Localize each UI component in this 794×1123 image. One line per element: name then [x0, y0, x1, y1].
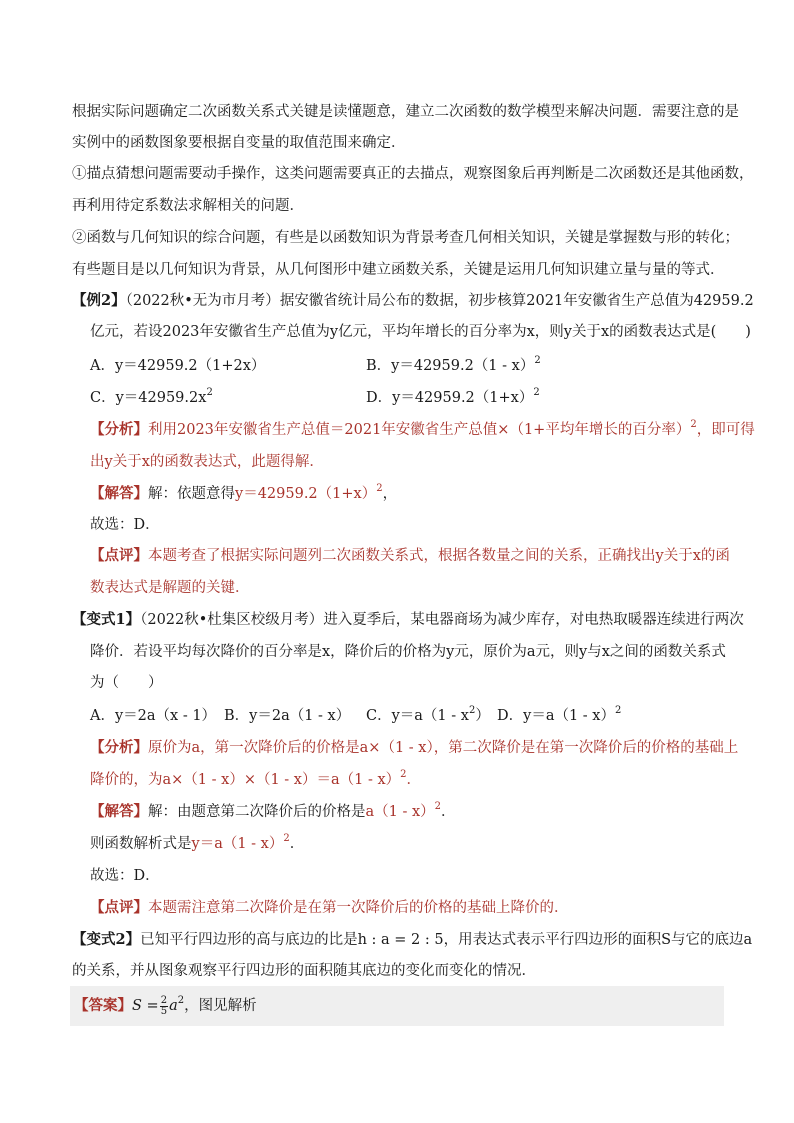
variant1-option-c-end: ）: [475, 708, 490, 724]
variant1-comment-line: [90, 898, 569, 918]
variant1-solution-2: 则函数解析式是: [90, 836, 192, 852]
answer-numerator: 2: [160, 994, 168, 1006]
answer-denominator: 5: [160, 1005, 168, 1017]
example2-solution-end: ，: [382, 486, 398, 502]
intro-line-1: 根据实际问题确定二次函数关系式关键是读懂题意，建立二次函数的数学模型来解决问题．需要注意的是: [72, 104, 739, 120]
intro-point2-line-2: 有些题目是以几何知识为背景，从几何图形中建立函数关系，关键是运用几何知识建立量与量的等式．: [72, 262, 725, 278]
variant1-analysis-2-sup: 2: [400, 769, 407, 780]
variant1-analysis-line-2: [90, 770, 421, 792]
variant1-analysis-tag: 【分析】: [90, 739, 148, 756]
example2-stem-line-2: 亿元，若设2023年安徽省生产总值为y亿元，平均年增长的百分率为x，则y关于x的函数表达式是( ): [90, 324, 751, 340]
variant1-comment-tag: 【点评】: [90, 899, 148, 916]
variant1-stem-line-3: 为（ ）: [90, 675, 163, 691]
example2-option-c: [90, 388, 213, 410]
intro-point1-line-2: 再利用待定系数法求解相关的问题．: [72, 198, 304, 214]
answer-sup: 2: [177, 995, 185, 1006]
variant1-tag: 【变式1】: [72, 611, 141, 628]
answer-lhs: S =: [132, 998, 159, 1014]
answer-tag: 【答案】: [74, 997, 132, 1014]
answer-box: [70, 986, 724, 1026]
example2-stem-line-1: [72, 291, 754, 311]
variant2-tag: 【变式2】: [72, 931, 141, 948]
variant1-comment-1: 本题需注意第二次降价是在第一次降价后的价格的基础上降价的．: [148, 900, 569, 916]
variant1-solution-line-1: [90, 802, 456, 824]
variant1-option-d: [497, 706, 621, 728]
variant1-option-c-text: C．y＝a（1 - x: [366, 708, 469, 724]
variant1-analysis-2-end: ．: [406, 772, 422, 788]
example2-solution-sup: 2: [376, 483, 383, 494]
example2-tag: 【例2】: [72, 292, 126, 309]
variant1-analysis-1: 原价为a，第一次降价后的价格是a×（1 - x），第二次降价是在第一次降价后的价格的基础上: [148, 740, 739, 756]
example2-choice: 故选：D．: [90, 517, 160, 533]
variant1-analysis-line-1: [90, 738, 738, 758]
example2-option-a: A．y＝42959.2（1+2x）: [90, 358, 266, 374]
example2-comment-1: 本题考查了根据实际问题列二次函数关系式，根据各数量之间的关系，正确找出y关于x的函: [148, 548, 730, 564]
variant1-solution-1-end: ．: [441, 804, 456, 820]
variant1-solution-1-sup: 2: [434, 801, 442, 812]
example2-option-b-sup: 2: [534, 355, 541, 366]
example2-analysis-line-1: [90, 420, 755, 442]
variant1-option-c-sup: 2: [468, 705, 476, 716]
example2-solution-expression: y＝42959.2（1+x）: [235, 486, 377, 502]
example2-analysis-tag: 【分析】: [90, 421, 148, 438]
variant1-source: （2022秋•杜集区校级月考）: [140, 612, 324, 628]
example2-stem-1: 据安徽省统计局公布的数据，初步核算2021年安徽省生产总值为42959.2: [279, 293, 754, 309]
example2-comment-line-2: 数表达式是解题的关键．: [90, 580, 250, 596]
example2-option-c-sup: 2: [206, 387, 213, 398]
variant1-choice: 故选：D．: [90, 868, 160, 884]
variant2-stem-line-1: [72, 930, 752, 950]
variant1-solution-1: 解：由题意第二次降价后的价格是: [148, 804, 366, 820]
example2-option-c-text: C．y＝42959.2x: [90, 390, 207, 406]
example2-analysis-1: 利用2023年安徽省生产总值＝2021年安徽省生产总值×（1+平均年增长的百分率）: [148, 422, 691, 438]
variant1-solution-tag: 【解答】: [90, 803, 148, 820]
example2-comment-tag: 【点评】: [90, 547, 148, 564]
variant2-stem-line-2: 的关系，并从图象观察平行四边形的面积随其底边的变化而变化的情况．: [72, 963, 536, 979]
example2-option-b-text: B．y＝42959.2（1 - x）: [366, 358, 535, 374]
variant1-option-b: B．y＝2a（1 - x）: [224, 708, 351, 724]
variant1-solution-2-end: ．: [289, 836, 305, 852]
variant1-solution-1-expression: a（1 - x）: [365, 804, 435, 820]
variant1-option-d-sup: 2: [614, 705, 622, 716]
example2-solution-tag: 【解答】: [90, 485, 148, 502]
variant1-option-a: A．y＝2a（x - 1）: [90, 708, 217, 724]
variant1-stem-1: 进入夏季后，某电器商场为减少库存，对电热取暖器连续进行两次: [323, 612, 744, 628]
example2-source: （2022秋•无为市月考）: [125, 293, 280, 309]
example2-analysis-line-2: 出y关于x的函数表达式，此题得解．: [90, 454, 324, 470]
variant1-solution-2-sup: 2: [283, 833, 290, 844]
variant1-solution-2-expression: y＝a（1 - x）: [191, 836, 284, 852]
example2-option-d-sup: 2: [533, 387, 540, 398]
example2-option-b: [366, 356, 541, 378]
example2-analysis-1-sup: 2: [690, 419, 697, 430]
variant1-solution-line-2: [90, 834, 304, 856]
variant1-option-c: [366, 706, 490, 728]
intro-point2-line-1: ②函数与几何知识的综合问题，有些是以函数知识为背景考查几何相关知识，关键是掌握数与形的转化；: [72, 230, 739, 246]
example2-solution-line: [90, 484, 397, 506]
variant2-stem-1: 已知平行四边形的高与底边的比是h : a = 2 : 5，用表达式表示平行四边形的面积S与它的底边a: [140, 932, 753, 948]
answer-line: [74, 994, 257, 1020]
example2-solution-1: 解：依题意得: [148, 486, 235, 502]
example2-option-d-text: D．y＝42959.2（1+x）: [366, 390, 534, 406]
intro-line-2: 实例中的函数图象要根据自变量的取值范围来确定．: [72, 135, 406, 151]
answer-variable: a: [169, 998, 178, 1014]
variant1-option-d-text: D．y＝a（1 - x）: [497, 708, 615, 724]
answer-fraction: [160, 996, 168, 1017]
variant1-stem-line-2: 降价．若设平均每次降价的百分率是x，降价后的价格为y元，原价为a元，则y与x之间的函数关系式: [90, 644, 726, 660]
variant1-stem-line-1: [72, 610, 744, 630]
example2-comment-line-1: [90, 546, 730, 566]
example2-analysis-1-end: ，即可得: [696, 422, 755, 438]
variant1-analysis-2: 降价的，为a×（1 - x）×（1 - x）＝a（1 - x）: [90, 772, 401, 788]
intro-point1-line-1: ①描点猜想问题需要动手操作，这类问题需要真正的去描点，观察图象后再判断是二次函数还是其他函数，: [72, 166, 754, 182]
example2-option-d: [366, 388, 540, 410]
answer-end: ，图见解析: [184, 998, 257, 1014]
